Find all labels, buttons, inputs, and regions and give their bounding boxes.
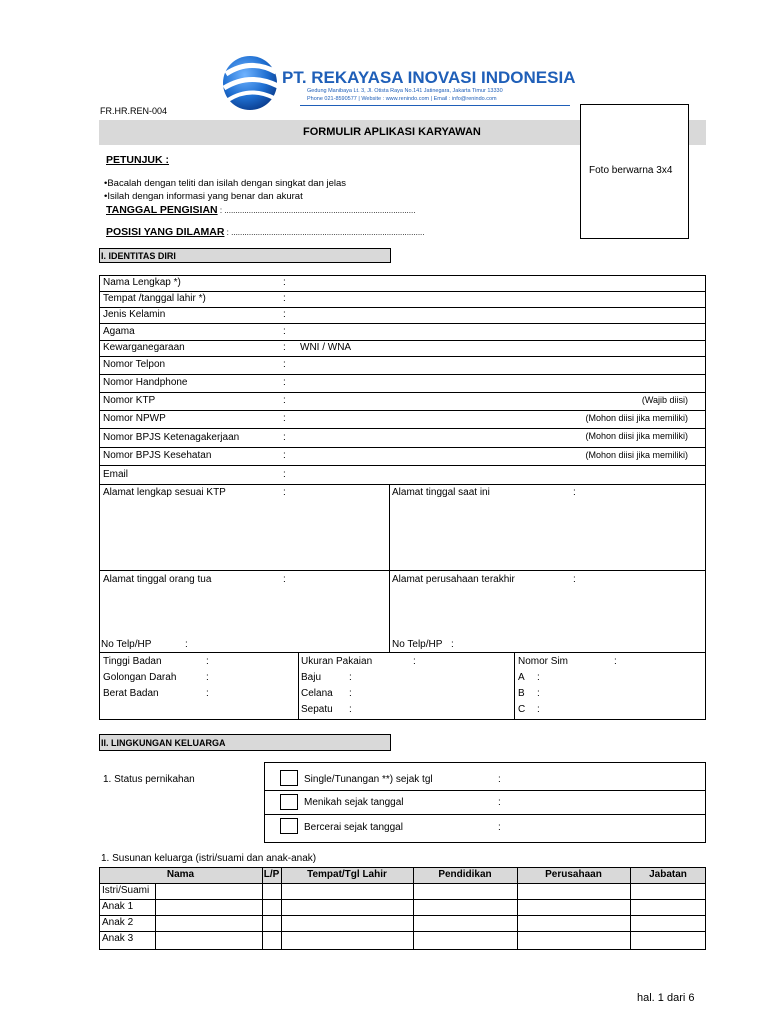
physical-divider-1 bbox=[298, 652, 299, 720]
identity-row-label: Nomor BPJS Kesehatan bbox=[103, 450, 212, 461]
section2-title: II. LINGKUNGAN KELUARGA bbox=[101, 738, 226, 748]
identity-row-line bbox=[99, 465, 706, 466]
identity-row-line bbox=[99, 374, 706, 375]
identity-row-value[interactable] bbox=[300, 377, 570, 389]
family-input-cell[interactable] bbox=[414, 900, 516, 914]
identity-row-label: Nomor Telpon bbox=[103, 359, 166, 370]
identity-row-label: Tempat /tanggal lahir *) bbox=[103, 293, 206, 304]
identity-row-line bbox=[99, 428, 706, 429]
pants-colon: : bbox=[349, 688, 352, 699]
married-colon: : bbox=[498, 797, 501, 808]
shirt-colon: : bbox=[349, 672, 352, 683]
family-input-cell[interactable] bbox=[282, 916, 412, 930]
family-row-label: Anak 2 bbox=[102, 917, 134, 928]
identity-row-colon: : bbox=[283, 377, 286, 388]
identity-row-colon: : bbox=[283, 309, 286, 320]
identity-row-value[interactable]: WNI / WNA bbox=[300, 342, 352, 353]
page-number: hal. 1 dari 6 bbox=[637, 992, 695, 1004]
divorced-checkbox[interactable] bbox=[280, 818, 298, 834]
identity-row-line bbox=[99, 307, 706, 308]
identity-row-colon: : bbox=[283, 342, 286, 353]
family-header-cell: Perusahaan bbox=[545, 869, 602, 880]
identity-row-value[interactable] bbox=[300, 469, 570, 481]
sim-b-colon: : bbox=[537, 688, 540, 699]
weight-label[interactable]: Berat Badan bbox=[103, 688, 159, 699]
clothing-size-colon: : bbox=[413, 656, 416, 667]
family-input-cell[interactable] bbox=[414, 932, 516, 948]
sim-c-label[interactable]: C bbox=[518, 704, 526, 715]
family-input-cell[interactable] bbox=[631, 884, 705, 898]
addr-parents-label[interactable]: Alamat tinggal orang tua bbox=[103, 574, 212, 585]
identity-row-line bbox=[99, 356, 706, 357]
family-row-label: Istri/Suami bbox=[102, 885, 150, 896]
position-dots[interactable]: : ....................................................................................... bbox=[224, 228, 425, 237]
identity-row-colon: : bbox=[283, 326, 286, 337]
identity-row-note: (Mohon diisi jika memiliki) bbox=[585, 431, 688, 441]
family-input-cell[interactable] bbox=[631, 932, 705, 948]
addr-current-colon: : bbox=[573, 487, 576, 498]
family-input-cell[interactable] bbox=[414, 884, 516, 898]
company-address: Gedung Manibaya Lt. 3, Jl. Otista Raya No.141 Jatinegara, Jakarta Timur 13330 bbox=[307, 88, 503, 94]
family-input-cell[interactable] bbox=[414, 916, 516, 930]
identity-row-line bbox=[99, 323, 706, 324]
shoes-label[interactable]: Sepatu bbox=[301, 704, 333, 715]
blood-colon: : bbox=[206, 672, 209, 683]
family-row-label: Anak 3 bbox=[102, 933, 134, 944]
family-input-cell[interactable] bbox=[263, 916, 280, 930]
family-header-cell: Nama bbox=[166, 869, 195, 880]
identity-row-colon: : bbox=[283, 395, 286, 406]
identity-row-label: Kewarganegaraan bbox=[103, 342, 185, 353]
family-input-cell[interactable] bbox=[156, 932, 261, 948]
family-input-cell[interactable] bbox=[263, 900, 280, 914]
family-input-cell[interactable] bbox=[282, 900, 412, 914]
family-header-cell: Pendidikan bbox=[438, 869, 492, 880]
single-label: Single/Tunangan **) sejak tgl bbox=[304, 774, 433, 785]
height-label[interactable]: Tinggi Badan bbox=[103, 656, 162, 667]
sim-c-colon: : bbox=[537, 704, 540, 715]
identity-row-value[interactable] bbox=[300, 395, 570, 407]
sim-title-colon: : bbox=[614, 656, 617, 667]
parents-phone-label[interactable]: No Telp/HP bbox=[101, 639, 152, 650]
identity-row-colon: : bbox=[283, 469, 286, 480]
marital-line-2 bbox=[264, 814, 706, 815]
instruction-line-2: •Isilah dengan informasi yang benar dan akurat bbox=[104, 191, 303, 202]
form-title: FORMULIR APLIKASI KARYAWAN bbox=[303, 126, 481, 138]
sim-a-label[interactable]: A bbox=[518, 672, 525, 683]
identity-row-value[interactable] bbox=[300, 432, 570, 444]
address-top-line bbox=[99, 484, 706, 485]
family-composition-label: 1. Susunan keluarga (istri/suami dan anak-anak) bbox=[101, 853, 317, 864]
family-header-cell: Tempat/Tgl Lahir bbox=[307, 869, 387, 880]
divorced-label: Bercerai sejak tanggal bbox=[304, 822, 403, 833]
identity-row-label: Nomor KTP bbox=[103, 395, 156, 406]
address-divider bbox=[389, 484, 390, 652]
header-merge-cover bbox=[154, 868, 157, 883]
identity-row-line bbox=[99, 291, 706, 292]
shirt-label[interactable]: Baju bbox=[301, 672, 322, 683]
family-input-cell[interactable] bbox=[156, 884, 261, 898]
sim-title: Nomor Sim bbox=[518, 656, 569, 667]
family-input-cell[interactable] bbox=[518, 932, 629, 948]
section1-title: I. IDENTITAS DIRI bbox=[101, 251, 176, 261]
sim-a-colon: : bbox=[537, 672, 540, 683]
family-input-cell[interactable] bbox=[156, 916, 261, 930]
identity-row-value[interactable] bbox=[300, 309, 570, 321]
marital-line-1 bbox=[264, 790, 706, 791]
instructions-title: PETUNJUK : bbox=[106, 154, 170, 166]
family-input-cell[interactable] bbox=[263, 932, 280, 948]
married-checkbox[interactable] bbox=[280, 794, 298, 810]
single-checkbox[interactable] bbox=[280, 770, 298, 786]
identity-row-label: Agama bbox=[103, 326, 135, 337]
identity-row-colon: : bbox=[283, 432, 286, 443]
address-mid-line bbox=[99, 570, 706, 571]
family-input-cell[interactable] bbox=[631, 916, 705, 930]
family-input-cell[interactable] bbox=[263, 884, 280, 898]
identity-row-label: Nomor BPJS Ketenagakerjaan bbox=[103, 432, 240, 443]
identity-row-label: Nomor Handphone bbox=[103, 377, 188, 388]
clothing-size-title: Ukuran Pakaian bbox=[301, 656, 373, 667]
addr-parents-colon: : bbox=[283, 574, 286, 585]
identity-row-label: Email bbox=[103, 469, 129, 480]
fill-date-dots[interactable]: : ...................................................................................... bbox=[217, 206, 416, 215]
family-input-cell[interactable] bbox=[282, 932, 412, 948]
identity-row-line bbox=[99, 410, 706, 411]
position-row bbox=[106, 226, 425, 239]
fill-date-label: TANGGAL PENGISIAN bbox=[106, 204, 218, 216]
identity-row-note: (Mohon diisi jika memiliki) bbox=[585, 413, 688, 423]
addr-ktp-colon: : bbox=[283, 487, 286, 498]
identity-row-value[interactable] bbox=[300, 450, 570, 462]
identity-row-line bbox=[99, 447, 706, 448]
doc-code: FR.HR.REN-004 bbox=[100, 106, 168, 116]
addr-current-label[interactable]: Alamat tinggal saat ini bbox=[392, 487, 490, 498]
physical-top-line bbox=[99, 652, 706, 653]
identity-row-value[interactable] bbox=[300, 277, 570, 289]
identity-row-value[interactable] bbox=[300, 326, 570, 338]
header-divider bbox=[300, 105, 570, 106]
parents-phone-colon: : bbox=[185, 639, 188, 650]
identity-row-colon: : bbox=[283, 277, 286, 288]
company-phone-label[interactable]: No Telp/HP bbox=[392, 639, 443, 650]
company-phone-colon: : bbox=[451, 639, 454, 650]
identity-row-colon: : bbox=[283, 450, 286, 461]
marital-status-label: 1. Status pernikahan bbox=[103, 774, 195, 785]
family-input-cell[interactable] bbox=[282, 884, 412, 898]
company-logo bbox=[220, 52, 280, 114]
position-label: POSISI YANG DILAMAR bbox=[106, 226, 225, 238]
photo-label: Foto berwarna 3x4 bbox=[589, 165, 673, 176]
divorced-colon: : bbox=[498, 822, 501, 833]
identity-row-value[interactable] bbox=[300, 413, 570, 425]
family-header-cell: L/P bbox=[263, 869, 280, 880]
instruction-line-1: •Bacalah dengan teliti dan isilah dengan singkat dan jelas bbox=[104, 178, 347, 189]
blood-label[interactable]: Golongan Darah bbox=[103, 672, 177, 683]
fill-date-row bbox=[106, 204, 415, 217]
addr-company-colon: : bbox=[573, 574, 576, 585]
identity-row-colon: : bbox=[283, 413, 286, 424]
weight-colon: : bbox=[206, 688, 209, 699]
identity-row-value[interactable] bbox=[300, 359, 570, 371]
identity-row-colon: : bbox=[283, 293, 286, 304]
identity-row-line bbox=[99, 340, 706, 341]
addr-company-label[interactable]: Alamat perusahaan terakhir bbox=[392, 574, 515, 585]
identity-row-label: Nomor NPWP bbox=[103, 413, 166, 424]
company-name: PT. REKAYASA INOVASI INDONESIA bbox=[282, 68, 576, 87]
family-header-cell: Jabatan bbox=[649, 869, 687, 880]
single-colon: : bbox=[498, 774, 501, 785]
identity-row-value[interactable] bbox=[300, 293, 570, 305]
family-input-cell[interactable] bbox=[631, 900, 705, 914]
identity-row-line bbox=[99, 392, 706, 393]
company-contact: Phone 021-8590577 | Website : www.renindo.com | Email : info@renindo.com bbox=[307, 96, 497, 102]
married-label: Menikah sejak tanggal bbox=[304, 797, 404, 808]
pants-label[interactable]: Celana bbox=[301, 688, 333, 699]
identity-row-colon: : bbox=[283, 359, 286, 370]
family-input-cell[interactable] bbox=[518, 900, 629, 914]
family-input-cell[interactable] bbox=[156, 900, 261, 914]
family-input-cell[interactable] bbox=[518, 884, 629, 898]
family-input-cell[interactable] bbox=[518, 916, 629, 930]
addr-ktp-label[interactable]: Alamat lengkap sesuai KTP bbox=[103, 487, 226, 498]
identity-row-note: (Wajib diisi) bbox=[641, 395, 688, 405]
identity-row-note: (Mohon diisi jika memiliki) bbox=[585, 450, 688, 460]
identity-row-label: Nama Lengkap *) bbox=[103, 277, 181, 288]
shoes-colon: : bbox=[349, 704, 352, 715]
sim-b-label[interactable]: B bbox=[518, 688, 525, 699]
family-row-label: Anak 1 bbox=[102, 901, 134, 912]
identity-row-label: Jenis Kelamin bbox=[103, 309, 166, 320]
physical-divider-2 bbox=[514, 652, 515, 720]
height-colon: : bbox=[206, 656, 209, 667]
